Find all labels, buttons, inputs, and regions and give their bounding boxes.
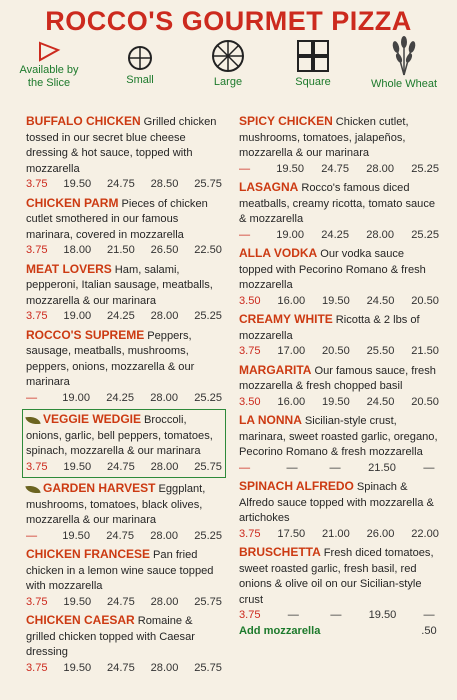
left-column [26,114,222,679]
price-whole-wheat: 25.75 [194,178,222,190]
item-text [26,547,222,595]
item-description: Pan fried chicken in a lemon wine sauce topped with mozzarella [26,549,214,592]
price-whole-wheat: 25.25 [194,391,222,404]
price-slice: 3.50 [239,294,261,307]
item-text [26,481,222,529]
menu-item [26,196,222,259]
price-whole-wheat: 25.25 [194,310,222,322]
price-large: 24.75 [106,529,134,542]
price-row [26,391,222,407]
price-small: 19.50 [63,595,92,608]
price-slice: — [239,162,251,175]
price-row [26,661,222,677]
item-text [239,545,439,608]
price-small: 16.00 [277,395,306,408]
menu-item [26,547,222,610]
item-name: CHICKEN FRANCESE [26,547,151,561]
legend-large [204,38,252,89]
extra-row [239,624,439,640]
legend-square [288,38,338,89]
price-large: 24.75 [107,595,135,608]
price-large: — [330,609,342,621]
item-description: Sicilian-style crust, marinara, sweet roasted garlic, oregano, Pecorino Romano & fresh mozzarella [239,415,438,458]
item-name: BUFFALO CHICKEN [26,114,141,128]
menu-item [26,328,222,407]
menu-item [239,246,439,309]
item-name: BRUSCHETTA [239,545,321,559]
menu-item [239,312,439,360]
item-description: Our vodka sauce topped with Pecorino Romano & fresh mozzarella [239,248,426,291]
legend-whole-wheat-label: Whole Wheat [370,78,438,90]
item-text [26,613,222,661]
item-name: SPINACH ALFREDO [239,479,354,493]
menu-item [26,114,222,193]
menu-title: ROCCO'S GOURMET PIZZA [45,6,412,36]
price-slice: 3.50 [239,395,261,408]
item-text [239,312,439,344]
item-name: MEAT LOVERS [26,261,112,276]
price-large: 21.00 [322,527,350,540]
menu-item [239,545,439,639]
price-row [26,460,222,476]
item-description: Pieces of chicken cutlet smothered in our famous marinara, covered in mozzarella [26,197,208,241]
item-name: CHICKEN PARM [26,195,119,210]
item-text [239,479,439,527]
price-large: 24.75 [321,162,349,175]
menu-item [239,479,439,542]
item-description: Our famous sauce, fresh mozzarella & fresh chopped basil [239,364,436,392]
menu-item [22,409,226,478]
price-whole-wheat: 22.00 [411,527,439,540]
extra-price: .50 [421,624,437,637]
price-row [239,162,439,178]
price-small: 19.50 [63,661,92,674]
item-description: Eggplant, mushrooms, tomatoes, black olives, mozzarella & our marinara [26,483,206,526]
square-pizza-icon [295,38,331,74]
price-whole-wheat: — [423,609,435,621]
price-large: — [329,461,341,474]
item-text [26,262,222,310]
item-name: CREAMY WHITE [239,312,333,326]
price-square: 24.50 [366,395,395,408]
item-description: Ham, salami, pepperoni, Italian sausage, meatballs, mozzarella & our marinara [26,263,213,307]
item-description: Chicken cutlet, mushrooms, tomatoes, jalapeños, mozzarella & our marinara [239,116,409,159]
price-square: 28.00 [150,460,179,473]
legend-slice [14,40,84,90]
item-name: ALLA VODKA [239,246,318,260]
price-row [26,177,222,193]
item-text [239,246,439,294]
price-small: 19.50 [63,460,92,473]
price-whole-wheat: 25.75 [194,595,222,608]
item-name: VEGGIE WEDGIE [43,412,142,426]
legend-slice-label: Available by the Slice [19,64,79,89]
price-row [26,529,222,545]
menu-item [239,180,439,243]
price-square: 28.00 [150,661,179,674]
price-square: 28.00 [366,162,394,175]
legend-large-label: Large [213,76,243,88]
price-large: 19.50 [322,395,350,408]
price-small: 19.00 [62,391,90,404]
price-small: — [286,461,298,474]
item-text [239,413,439,461]
price-slice: — [26,391,38,404]
menu-item [26,481,222,544]
price-large: 21.50 [107,244,135,256]
price-slice: 3.75 [239,609,261,621]
size-legend [0,34,457,106]
legend-small [118,44,162,87]
item-name: MARGARITA [239,362,312,377]
price-small: 17.00 [277,345,306,357]
item-description: Romaine & grilled chicken topped with Caesar dressing [26,615,195,658]
price-row [239,527,439,543]
item-description: Spinach & Alfredo sauce topped with mozzarella & artichokes [239,481,434,524]
price-row [26,243,222,259]
price-small: 18.00 [63,244,92,256]
item-name: LA NONNA [239,413,302,427]
price-whole-wheat: 25.25 [411,162,439,175]
menu-item [239,413,439,476]
price-square: 19.50 [368,609,397,621]
item-text [239,363,439,395]
item-name: ROCCO'S SUPREME [26,327,145,342]
price-whole-wheat: 25.25 [194,529,222,542]
price-whole-wheat: 22.50 [194,244,222,256]
price-large: 24.75 [107,661,135,674]
price-slice: — [239,228,251,241]
price-large: 24.75 [107,178,135,190]
price-slice: 3.75 [239,345,261,357]
price-small: 19.50 [62,529,90,542]
right-column [239,114,439,642]
item-description: Broccoli, onions, garlic, bell peppers, tomatoes, spinach, mozzarella & our marinara [26,414,213,457]
price-slice: 3.75 [26,178,48,190]
price-square: 28.00 [150,391,178,404]
price-whole-wheat: 20.50 [411,395,439,408]
price-large: 24.25 [106,391,134,404]
price-small: 17.50 [277,527,306,540]
item-name: SPICY CHICKEN [239,114,333,128]
price-whole-wheat: 25.75 [194,460,222,473]
price-square: 25.50 [366,345,395,357]
menu-item [239,114,439,177]
price-row [239,461,439,477]
price-slice: 3.75 [26,661,48,674]
extra-label: Add mozzarella [239,624,321,637]
price-small: 19.50 [276,162,304,175]
price-square: 28.00 [150,310,179,322]
price-row [239,228,439,244]
price-row [26,309,222,325]
price-whole-wheat: 21.50 [411,345,439,357]
price-square: 28.50 [150,178,179,190]
price-square: 28.00 [366,228,394,241]
menu-item [26,613,222,676]
leaf-icon [25,414,40,425]
large-pizza-icon [210,38,246,74]
item-text [26,328,222,391]
price-slice: 3.75 [26,460,48,473]
item-text [26,114,222,177]
menu-item [26,262,222,325]
price-large: 20.50 [322,345,350,357]
price-square: 28.00 [150,529,178,542]
item-description: Grilled chicken tossed in our secret blue cheese dressing & hot sauce, topped with mozzarella [26,116,217,175]
price-large: 24.75 [107,460,135,473]
price-row [239,608,439,624]
small-pizza-icon [126,44,154,72]
price-small: — [287,609,299,621]
legend-whole-wheat [364,34,444,91]
item-description: Peppers, sausage, meatballs, mushrooms, peppers, onions, mozzarella & our marinara [26,329,195,388]
item-description: Rocco's famous diced meatballs, creamy ricotta, tomato sauce & mozzarella [239,182,436,225]
price-square: 24.50 [366,294,395,307]
price-row [239,294,439,310]
menu-item [239,363,439,411]
price-square: 21.50 [368,461,396,474]
price-large: 24.25 [321,228,349,241]
slice-icon [37,40,61,62]
price-small: 19.00 [276,228,304,241]
price-square: 28.00 [150,595,179,608]
price-small: 19.00 [63,310,92,322]
legend-square-label: Square [295,76,331,88]
item-description: Ricotta & 2 lbs of mozzarella [239,314,420,342]
price-large: 19.50 [322,294,350,307]
price-slice: 3.75 [239,527,261,540]
price-slice: 3.75 [26,310,48,322]
price-row [239,395,439,411]
price-square: 26.00 [366,527,395,540]
price-square: 26.50 [150,244,179,256]
item-name: LASAGNA [239,180,299,194]
price-whole-wheat: 25.25 [411,228,439,241]
wheat-icon [387,34,421,76]
item-text [239,114,439,162]
price-whole-wheat: 25.75 [194,661,222,674]
price-whole-wheat: 20.50 [411,294,439,307]
price-small: 19.50 [63,178,92,190]
price-slice: — [239,461,251,474]
price-row [26,595,222,611]
price-large: 24.25 [107,310,135,322]
price-slice: — [26,529,38,542]
item-text [239,180,439,228]
price-row [239,344,439,360]
price-slice: 3.75 [26,244,48,256]
price-slice: 3.75 [26,595,48,608]
item-text [26,196,222,244]
price-whole-wheat: — [423,461,435,474]
price-small: 16.00 [277,294,306,307]
item-name: CHICKEN CAESAR [26,613,135,627]
item-description: Fresh diced tomatoes, sweet roasted garlic, fresh basil, red onions & olive oil on our Sicilian-style crust [239,547,434,606]
leaf-icon [25,483,40,494]
legend-small-label: Small [126,74,154,86]
item-name: GARDEN HARVEST [43,481,156,495]
item-text [26,412,222,460]
